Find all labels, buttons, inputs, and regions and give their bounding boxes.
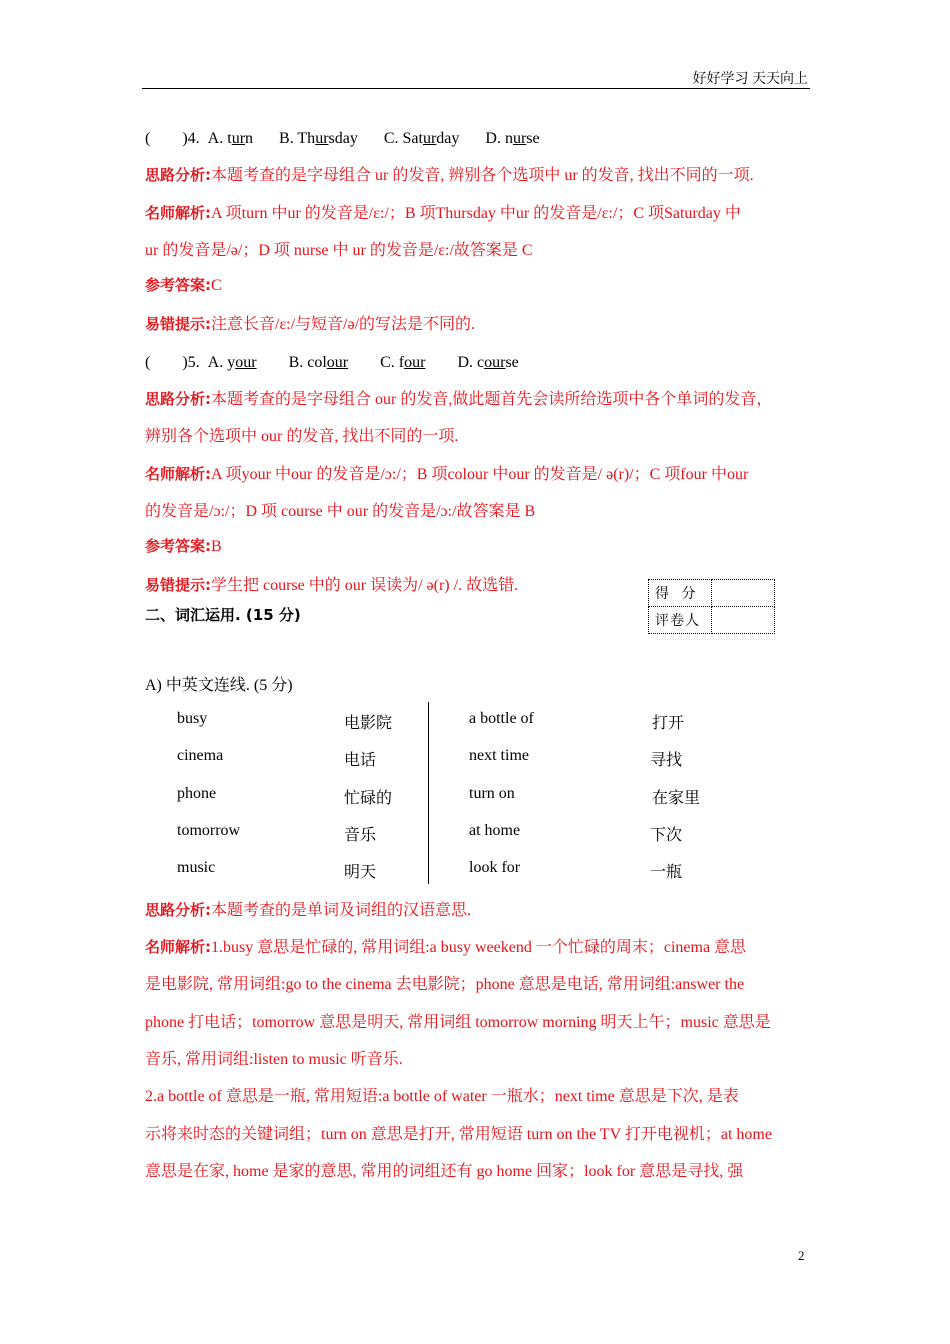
option-a: A. turn xyxy=(207,130,254,147)
match-left-word: tomorrow xyxy=(177,822,241,839)
match-right-word: next time xyxy=(469,747,529,764)
match-right-word: a bottle of xyxy=(469,710,534,727)
q5-explain-cont: 的发音是/ɔ:/；D 项 course 中 our 的发音是/ɔ:/故答案是 B xyxy=(145,503,536,520)
s2-explain-line: 是电影院, 常用词组:go to the cinema 去电影院；phone 意思是电话, 常用词组:answer the xyxy=(145,976,745,993)
s2-explain: 名师解析:1.busy 意思是忙碌的, 常用词组:a busy weekend 一个忙碌的周末；cinema 意思 xyxy=(145,938,747,956)
section-title: 二、词汇运用. (15 分) xyxy=(145,606,301,624)
score-table xyxy=(648,579,775,634)
matching-divider xyxy=(428,702,429,884)
q4-tip: 易错提示:注意长音/ɛ:/与短音/ə/的写法是不同的. xyxy=(145,315,476,333)
q5-analysis-cont: 辨别各个选项中 our 的发音, 找出不同的一项. xyxy=(145,428,459,445)
question-number: 4. xyxy=(187,130,200,147)
q4-explain: 名师解析:A 项turn 中ur 的发音是/ɛ:/；B 项Thursday 中ur 的发音是/ɛ:/；C 项Saturday 中 xyxy=(145,204,741,222)
q5-tip: 易错提示:学生把 course 中的 our 误读为/ ə(r) /. 故选错. xyxy=(145,576,519,594)
option-c: C. Saturday xyxy=(383,130,460,147)
page-header: 好好学习 天天向上 xyxy=(692,72,808,87)
match-left-word: busy xyxy=(177,710,208,727)
page-number: 2 xyxy=(798,1248,805,1263)
match-right-word: look for xyxy=(469,859,521,876)
match-right-meaning: 寻找 xyxy=(650,752,683,769)
q4-analysis: 思路分析:本题考查的是字母组合 ur 的发音, 辨别各个选项中 ur 的发音, 找出不同的一项. xyxy=(145,166,754,184)
match-right-meaning: 打开 xyxy=(652,715,685,732)
answer-blank: ( ) xyxy=(145,130,188,147)
match-left-meaning: 电影院 xyxy=(344,715,393,732)
match-left-word: cinema xyxy=(177,747,224,764)
match-left-meaning: 忙碌的 xyxy=(344,790,393,807)
q4-explain-cont: ur 的发音是/ə/；D 项 nurse 中 ur 的发音是/ɛ:/故答案是 C xyxy=(145,242,533,259)
q5-analysis: 思路分析:本题考查的是字母组合 our 的发音,做此题首先会读所给选项中各个单词的发音， xyxy=(145,390,773,408)
q5-explain: 名师解析:A 项your 中our 的发音是/ɔ:/；B 项colour 中our 的发音是/ ə(r)/；C 项four 中our xyxy=(145,465,749,483)
s2-explain-line: 示将来时态的关键词组；turn on 意思是打开, 常用短语 turn on the TV 打开电视机；at home xyxy=(145,1126,772,1143)
option-b: B. Thursday xyxy=(279,130,358,147)
header-rule xyxy=(142,88,810,89)
question-4 xyxy=(145,125,540,148)
match-right-word: at home xyxy=(469,822,521,839)
option-a: A. your xyxy=(207,354,257,371)
score-cell xyxy=(712,580,775,607)
q5-answer: 参考答案:B xyxy=(145,537,222,555)
option-c: C. four xyxy=(380,354,426,371)
option-d: D. nurse xyxy=(485,130,540,147)
s2-analysis: 思路分析:本题考查的是单词及词组的汉语意思. xyxy=(145,901,472,919)
match-right-meaning: 下次 xyxy=(650,827,683,844)
match-right-word: turn on xyxy=(469,785,515,802)
grader-cell xyxy=(712,607,775,634)
s2-explain-line: phone 打电话；tomorrow 意思是明天, 常用词组 tomorrow morning 明天上午；music 意思是 xyxy=(145,1014,771,1031)
match-left-meaning: 音乐 xyxy=(344,827,377,844)
match-right-meaning: 一瓶 xyxy=(650,864,683,881)
grader-label: 评卷人 xyxy=(649,607,712,634)
match-left-meaning: 明天 xyxy=(344,864,377,881)
match-right-meaning: 在家里 xyxy=(652,790,701,807)
s2-explain-line: 2.a bottle of 意思是一瓶, 常用短语:a bottle of water 一瓶水；next time 意思是下次, 是表 xyxy=(145,1088,739,1105)
s2-explain-line: 意思是在家, home 是家的意思, 常用的词组还有 go home 回家；look for 意思是寻找, 强 xyxy=(145,1163,744,1180)
question-number: 5. xyxy=(187,354,200,371)
score-label: 得 分 xyxy=(649,580,712,607)
option-d: D. course xyxy=(457,354,519,371)
question-5 xyxy=(145,349,519,372)
part-a-title: A) 中英文连线. (5 分) xyxy=(145,677,293,694)
match-left-word: phone xyxy=(177,785,217,802)
answer-blank: ( ) xyxy=(145,354,188,371)
q4-answer: 参考答案:C xyxy=(145,276,222,294)
match-left-meaning: 电话 xyxy=(344,752,377,769)
s2-explain-line: 音乐, 常用词组:listen to music 听音乐. xyxy=(145,1051,403,1068)
option-b: B. colour xyxy=(288,354,349,371)
match-left-word: music xyxy=(177,859,216,876)
